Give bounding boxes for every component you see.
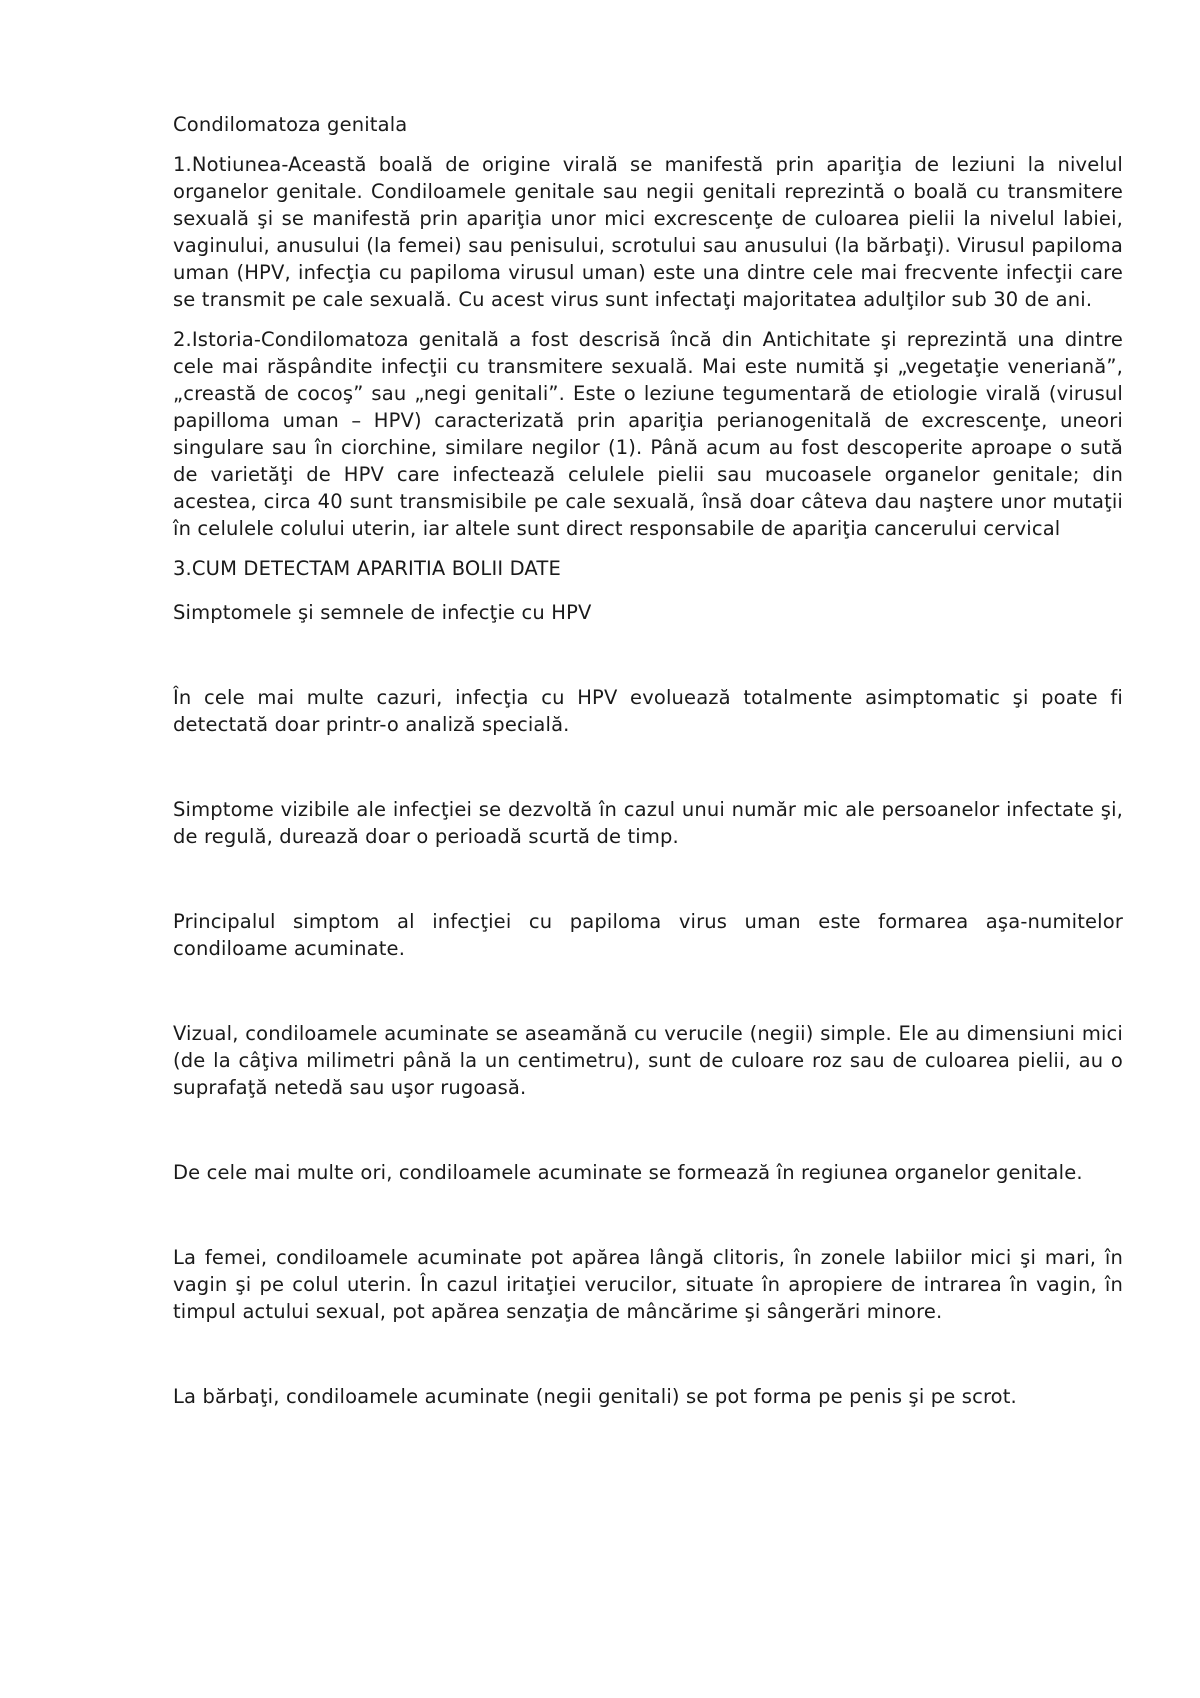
paragraph-notiunea: 1.Notiunea-Această boală de origine virală se manifestă prin apariţia de leziuni la nivelul organelor genitale. Condiloamele genitale sau negii genitali reprezintă o boală cu transmitere sexuală şi se manifestă prin apariţia unor mici excrescenţe de culoarea pielii la nivelul labiei, vaginului, anusului (la femei) sau penisului, scrotului sau anusului (la bărbaţi). Virusul papiloma uman (HPV, infecţia cu papiloma virusul uman) este una dintre cele mai frecvente infecţii care se transmit pe cale sexuală. Cu acest virus sunt infectaţi majoritatea adulţilor sub 30 de ani. <box>173 153 1123 311</box>
subheading-simptome: Simptomele şi semnele de infecţie cu HPV <box>173 601 592 624</box>
section-heading-detectare: 3.CUM DETECTAM APARITIA BOLII DATE <box>173 557 561 580</box>
paragraph-asimptomatic: În cele mai multe cazuri, infecţia cu HPV evoluează totalmente asimptomatic şi poate fi detectată doar printr-o analiză specială. <box>173 686 1123 736</box>
paragraph-simptome-vizibile: Simptome vizibile ale infecţiei se dezvoltă în cazul unui număr mic ale persoanelor infectate şi, de regulă, durează doar o perioadă scurtă de timp. <box>173 798 1123 848</box>
paragraph-la-barbati: La bărbaţi, condiloamele acuminate (negii genitali) se pot forma pe penis şi pe scrot. <box>173 1385 1017 1408</box>
paragraph-istoria: 2.Istoria-Condilomatoza genitală a fost descrisă încă din Antichitate şi reprezintă una dintre cele mai răspândite infecţii cu transmitere sexuală. Mai este numită şi „vegetaţie veneriană”, „creastă de cocoş” sau „negi genitali”. Este o leziune tegumentară de etiologie virală (virusul papilloma uman – HPV) caracterizată prin apariţia perianogenitală de excrescenţe, uneori singulare sau în ciorchine, similare negilor (1). Până acum au fost descoperite aproape o sută de varietăţi de HPV care infectează celulele pielii sau mucoasele organelor genitale; din acestea, circa 40 sunt transmisibile pe cale sexuală, însă doar câteva dau naştere unor mutaţii în celulele colului uterin, iar altele sunt direct responsabile de apariţia cancerului cervical <box>173 328 1123 540</box>
paragraph-regiune: De cele mai multe ori, condiloamele acuminate se formează în regiunea organelor genitale. <box>173 1161 1083 1184</box>
paragraph-la-femei: La femei, condiloamele acuminate pot apărea lângă clitoris, în zonele labiilor mici şi mari, în vagin şi pe colul uterin. În cazul iritaţiei verucilor, situate în apropiere de intrarea în vagin, în timpul actului sexual, pot apărea senzaţia de mâncărime şi sângerări minore. <box>173 1246 1123 1323</box>
document-title: Condilomatoza genitala <box>173 113 408 136</box>
document-page <box>173 111 1123 1410</box>
paragraph-principalul-simptom: Principalul simptom al infecţiei cu papiloma virus uman este formarea aşa-numitelor condiloame acuminate. <box>173 910 1123 960</box>
paragraph-vizual: Vizual, condiloamele acuminate se aseamănă cu verucile (negii) simple. Ele au dimensiuni mici (de la câţiva milimetri până la un centimetru), sunt de culoare roz sau de culoarea pielii, au o suprafaţă netedă sau uşor rugoasă. <box>173 1022 1123 1099</box>
